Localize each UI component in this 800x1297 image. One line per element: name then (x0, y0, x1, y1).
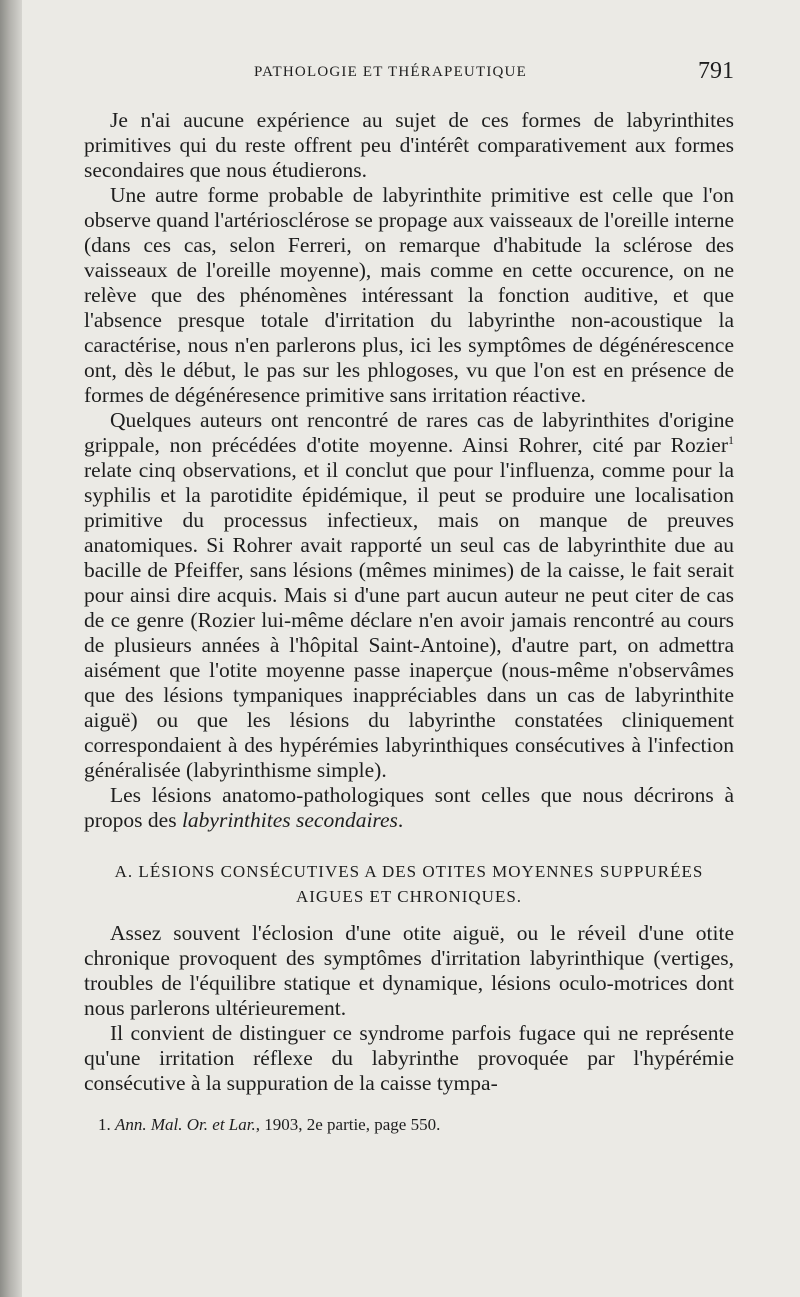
page-header (84, 58, 734, 92)
paragraph-4-italic: labyrinthites secondaires (181, 808, 398, 832)
paragraph-3-text-b: relate cinq observations, et il conclut que pour l'influenza, comme pour la syphilis et la parotidite épidémique, il peut se produire une localisation primitive du processus infectieux, mais on manque de preuves anatomiques. Si Rohrer avait rapporté un seul cas de labyrinthite due au bacille de Pfeiffer, sans lésions (mêmes minimes) de la caisse, le fait serait pour ainsi dire acquis. Mais si d'une part aucun auteur ne peut citer de cas de ce genre (Rozier lui-même déclare n'en avoir jamais rencontré au cours de plusieurs années à l'hôpital Saint-Antoine), d'autre part, on admettra aisément que l'otite moyenne passe inaperçue (nous-même n'observâmes que des lésions tympaniques inappréciables dans un cas de labyrinthite aiguë) ou que les lésions du labyrinthe constatées cliniquement correspondaient à des hypérémies labyrinthiques consécutives à l'infection généralisée (labyrinthisme simple). (84, 458, 734, 782)
footnote (84, 1114, 734, 1136)
footnote-source: Ann. Mal. Or. et Lar. (115, 1115, 256, 1134)
book-page (22, 0, 800, 1297)
section-heading: A. LÉSIONS CONSÉCUTIVES A DES OTITES MOYENNES SUPPURÉES AIGUES ET CHRONIQUES. (114, 862, 704, 906)
footnote-number: 1. (98, 1115, 111, 1134)
paragraph-4-text: Les lésions anatomo-pathologiques sont celles que nous décrirons à propos des (84, 783, 734, 832)
paragraph-3-text-a: Quelques auteurs ont rencontré de rares cas de labyrinthites d'origine grippale, non précédées d'otite moyenne. Ainsi Rohrer, cité par Rozier (84, 408, 734, 457)
paragraph-1: Je n'ai aucune expérience au sujet de ces formes de labyrinthites primitives qui du reste offrent peu d'intérêt comparativement aux formes secondaires que nous étudierons. (84, 108, 734, 182)
paragraph-6: Il convient de distinguer ce syndrome parfois fugace qui ne représente qu'une irritation réflexe du labyrinthe provoquée par l'hypérémie consécutive à la suppuration de la caisse tympa- (84, 1021, 734, 1095)
paragraph-4 (84, 783, 734, 833)
paragraph-4-end: . (397, 808, 404, 832)
paragraph-2: Une autre forme probable de labyrinthite primitive est celle que l'on observe quand l'artériosclérose se propage aux vaisseaux de l'oreille interne (dans ces cas, selon Ferreri, on remarque d'habitude la sclérose des vaisseaux de l'oreille moyenne), mais comme en cette occurence, on ne relève que des phénomènes intéressant la fonction auditive, et que l'absence presque totale d'irritation du labyrinthe non-acoustique la caractérise, nous n'en parlerons plus, ici les symptômes de dégénérescence ont, dès le début, le pas sur les phlogoses, vu que l'on est en présence de formes de dégénéresence primitive sans irritation réactive. (84, 183, 734, 407)
page-body (84, 108, 734, 1136)
page-number: 791 (698, 58, 734, 84)
paragraph-3 (84, 408, 734, 783)
paragraph-5: Assez souvent l'éclosion d'une otite aiguë, ou le réveil d'une otite chronique provoquent des symptômes d'irritation labyrinthique (vertiges, troubles de l'équilibre statique et dynamique, lésions oculo-motrices dont nous parlerons ultérieurement. (84, 921, 734, 1020)
footnote-reference: 1 (728, 432, 734, 447)
running-head: PATHOLOGIE ET THÉRAPEUTIQUE (254, 64, 527, 80)
book-spine-shadow (0, 0, 22, 1297)
footnote-details: , 1903, 2e partie, page 550. (255, 1115, 441, 1134)
